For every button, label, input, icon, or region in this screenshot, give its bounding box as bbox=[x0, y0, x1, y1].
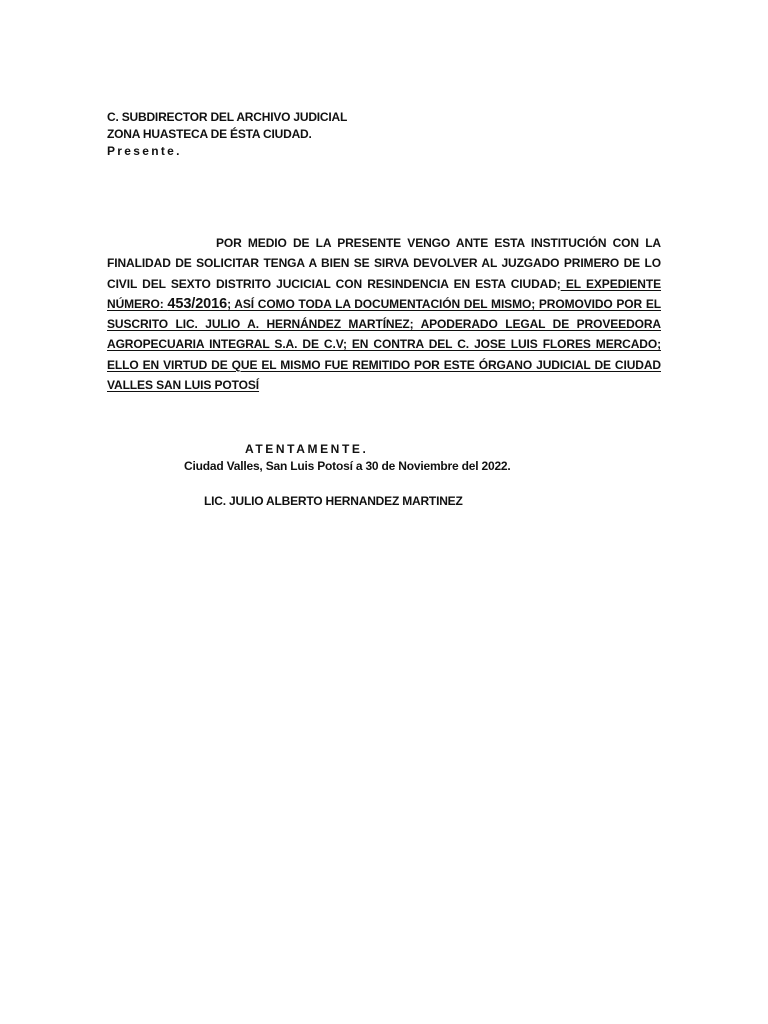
request-text-part-4: ELLO EN VIRTUD DE QUE EL MISMO FUE REMITIDO POR ESTE ÓRGANO JUDICIAL DE CIUDAD VALLES SAN LUIS POTOSÍ bbox=[107, 357, 661, 393]
request-paragraph bbox=[107, 233, 661, 395]
addressee-block bbox=[107, 109, 347, 160]
signer-name: LIC. JULIO ALBERTO HERNANDEZ MARTINEZ bbox=[204, 494, 463, 508]
addressee-line-3: Presente. bbox=[107, 144, 182, 158]
request-text-part-3: ; ASÍ COMO TODA LA DOCUMENTACIÓN DEL MISMO; PROMOVIDO POR EL SUSCRITO LIC. JULIO A. HERNÁNDEZ MARTÍNEZ; APODERADO LEGAL DE PROVEEDORA AGROPECUARIA INTEGRAL S.A. DE C.V; EN CONTRA DEL C. JOSE LUIS FLORES MERCADO; bbox=[107, 296, 661, 352]
request-text-part-2: EL EXPEDIENTE NÚMERO: bbox=[107, 276, 662, 311]
case-number: 453/2016 bbox=[167, 295, 228, 312]
request-text-part-1: POR MEDIO DE LA PRESENTE VENGO ANTE ESTA INSTITUCIÓN CON LA FINALIDAD DE SOLICITAR TENGA A BIEN SE SIRVA DEVOLVER AL JUZGADO PRIMERO DE LO CIVIL DEL SEXTO DISTRITO JUCICIAL CON RESINDENCIA EN ESTA CIUDAD; bbox=[107, 236, 661, 291]
closing-salutation: ATENTAMENTE. bbox=[245, 442, 369, 456]
addressee-line-2: ZONA HUASTECA DE ÉSTA CIUDAD. bbox=[107, 127, 312, 141]
addressee-line-1: C. SUBDIRECTOR DEL ARCHIVO JUDICIAL bbox=[107, 110, 348, 124]
place-and-date: Ciudad Valles, San Luis Potosí a 30 de Noviembre del 2022. bbox=[184, 459, 511, 473]
